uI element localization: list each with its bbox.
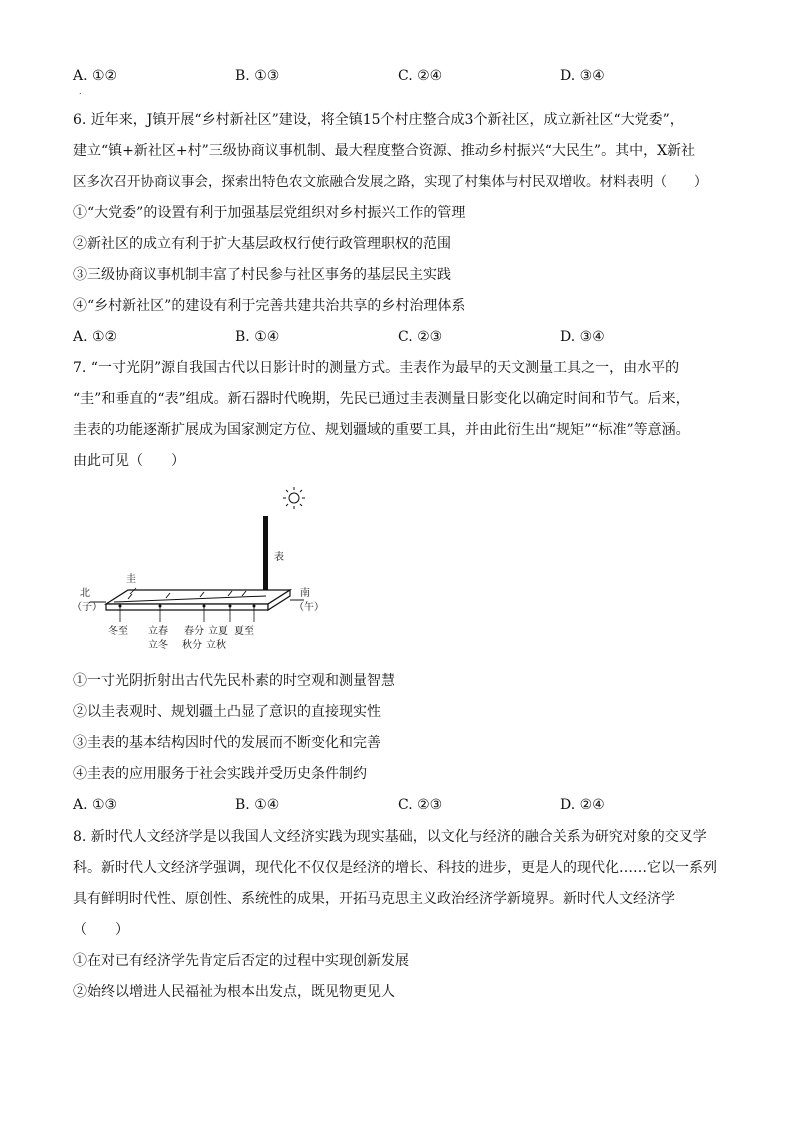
- q7-option-c[interactable]: C. ②③: [398, 797, 443, 813]
- south-sub-label: （午）: [294, 602, 324, 613]
- q6-option-a[interactable]: A. ①②: [73, 329, 118, 345]
- q8-stem-line: 8. 新时代人文经济学是以我国人文经济实践为现实基础，以文化与经济的融合关系为研究对象的交叉学: [73, 829, 707, 845]
- gnomon-diagram: [70, 484, 330, 660]
- south-label: 南: [300, 588, 310, 599]
- q6-stem-line: 区多次召开协商议事会，探索出特色农文旅融合发展之路，实现了村集体与村民双增收。材料表明（ ）: [73, 174, 708, 190]
- term-chunfen: 春分: [184, 626, 204, 637]
- q8-stem-line: 具有鲜明时代性、原创性、系统性的成果，开拓马克思主义政治经济学新境界。新时代人文经济学: [73, 891, 675, 907]
- q7-option-d[interactable]: D. ②④: [560, 797, 605, 813]
- stray-dot: .: [79, 87, 82, 96]
- q7-option-b[interactable]: B. ①④: [235, 797, 280, 813]
- q5-option-a[interactable]: A. ①②: [73, 68, 118, 84]
- q5-option-c[interactable]: C. ②④: [398, 68, 443, 84]
- q7-stem-line: 7. “一寸光阴”源自我国古代以日影计时的测量方式。圭表作为最早的天文测量工具之一，由水平的: [73, 360, 680, 376]
- gui-slab: [106, 590, 290, 610]
- north-label: 北: [80, 588, 90, 599]
- q6-option-c[interactable]: C. ②③: [398, 329, 443, 345]
- q8-item-2: ②始终以增进人民福祉为根本出发点，既见物更见人: [73, 984, 395, 1000]
- q7-option-a[interactable]: A. ①③: [73, 797, 118, 813]
- q7-item-2: ②以圭表观时、规划疆土凸显了意识的直接现实性: [73, 704, 381, 720]
- q6-item-2: ②新社区的成立有利于扩大基层政权行使行政管理职权的范围: [73, 236, 451, 252]
- term-lichun: 立春: [148, 626, 168, 637]
- term-qiufen: 秋分: [182, 640, 202, 651]
- q6-option-d[interactable]: D. ③④: [560, 329, 605, 345]
- q6-item-1: ①“大党委”的设置有利于加强基层党组织对乡村振兴工作的管理: [73, 205, 466, 221]
- sun-icon: [283, 487, 305, 509]
- term-xiazhi: 夏至: [234, 626, 254, 637]
- biao-label: 表: [274, 552, 284, 563]
- q8-item-1: ①在对已有经济学先肯定后否定的过程中实现创新发展: [73, 953, 409, 969]
- q6-item-4: ④“乡村新社区”的建设有利于完善共建共治共享的乡村治理体系: [73, 298, 466, 314]
- q7-stem-line: 圭表的功能逐渐扩展成为国家测定方位、规划疆域的重要工具，并由此衍生出“规矩”“标准”等意涵。: [73, 422, 690, 438]
- north-sub-label: （子）: [72, 602, 102, 613]
- term-lixia: 立夏: [208, 626, 228, 637]
- q6-stem-line: 6. 近年来，J镇开展“乡村新社区”建设，将全镇15个村庄整合成3个新社区，成立新社区“大党委”，: [73, 112, 684, 128]
- q7-stem-line: “圭”和垂直的“表”组成。新石器时代晚期，先民已通过圭表测量日影变化以确定时间和节气。后来，: [73, 391, 690, 407]
- q7-item-3: ③圭表的基本结构因时代的发展而不断变化和完善: [73, 735, 381, 751]
- q7-options: [73, 795, 723, 815]
- q6-options: [73, 327, 723, 347]
- q6-option-b[interactable]: B. ①④: [235, 329, 280, 345]
- gnomon-figure: [70, 484, 330, 660]
- q7-stem-line: 由此可见（ ）: [73, 453, 185, 469]
- term-dongzhi: 冬至: [108, 626, 128, 637]
- q7-item-1: ①一寸光阴折射出古代先民朴素的时空观和测量智慧: [73, 673, 395, 689]
- term-lidong: 立冬: [148, 640, 168, 651]
- q8-stem-line: 科。新时代人文经济学强调，现代化不仅仅是经济的增长、科技的进步，更是人的现代化……它以一系列: [73, 860, 717, 876]
- gui-label: 圭: [126, 574, 136, 585]
- term-liqiu: 立秋: [206, 640, 226, 651]
- q7-item-4: ④圭表的应用服务于社会实践并受历史条件制约: [73, 766, 367, 782]
- q6-item-3: ③三级协商议事机制丰富了村民参与社区事务的基层民主实践: [73, 267, 451, 283]
- q6-stem-line: 建立“镇+新社区+村”三级协商议事机制、最大程度整合资源、推动乡村振兴“大民生”。其中，X新社: [73, 143, 696, 159]
- q5-option-b[interactable]: B. ①③: [235, 68, 280, 84]
- q5-option-d[interactable]: D. ③④: [560, 68, 605, 84]
- q8-stem-line: （ ）: [73, 922, 129, 938]
- q5-options: [73, 66, 723, 86]
